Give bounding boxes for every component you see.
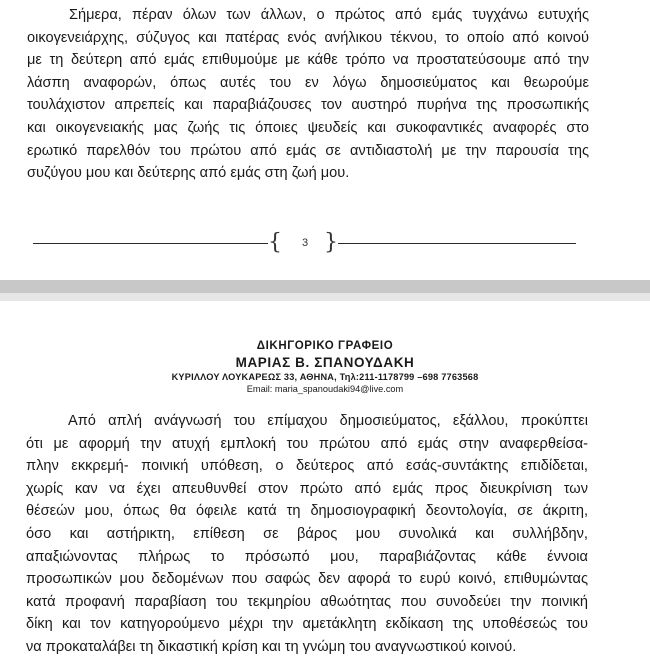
paragraph-line: με τη δεύτερη από εμάς επιθυμούμε με κάθε τρόπο να προστατεύσουμε από την: [27, 52, 589, 69]
paragraph-line: θέσεών μου, όπως θα όφειλε κατά τη δημοσιογραφική δεοντολογία, σε άκριτη,: [26, 503, 588, 520]
paragraph-line: χωρίς καν να έχει απευθυνθεί στον πρώτο από εμάς προς διευκρίνιση των: [26, 480, 588, 497]
paragraph-line: Από απλή ανάγνωσή του επίμαχου δημοσιεύματος, εξάλλου, προκύπτει: [68, 413, 588, 429]
paragraph-line: Σήμερα, πέραν όλων των άλλων, ο πρώτος από εμάς τυγχάνω ευτυχής: [69, 7, 589, 23]
letterhead-office: ΔΙΚΗΓΟΡΙΚΟ ΓΡΑΦΕΙΟ: [256, 340, 394, 352]
letterhead-email: Email: maria_spanoudaki94@live.com: [246, 384, 404, 394]
page2-paragraph: [26, 410, 588, 659]
paragraph-line: δίκη και τον κατηγορούμενο μέχρι την αμετάκλητη εκδίκαση της υποθέσεώς του: [26, 616, 588, 633]
paragraph-line: ερωτικό παρελθόν του πρώτου από εμάς σε αντιδιαστολή με την παρουσία της: [27, 142, 589, 159]
right-brace-icon: }: [324, 230, 338, 255]
paragraph-line: συζύγου μου και δεύτερης από εμάς στη ζωή μου.: [27, 165, 350, 182]
document-page-1: [0, 0, 650, 270]
paragraph-line: να προκαταλάβει τη δικαστική κρίση και τη γνώμη του αναγνωστικού κοινού.: [26, 638, 517, 655]
paragraph-line: προσωπικών μου δεδομένων που σαφώς δεν αφορά το ευρύ κοινό, επιθυμώντας: [26, 571, 588, 588]
paragraph-line: λάσπη αναφορών, όπως αυτές του εν λόγω δημοσιεύματος και θεωρούμε: [27, 74, 589, 91]
letterhead-name: ΜΑΡΙΑΣ Β. ΣΠΑΝΟΥΔΑΚΗ: [235, 355, 415, 370]
page-number: 3: [301, 237, 309, 249]
paragraph-line: και οικογενειακής μας ζωής τις όποιες ψευδείς και συκοφαντικές αναφορές στο: [27, 119, 589, 136]
paragraph-line: ότι με αφορμή την ατυχή εμπλοκή του πρώτου από εμάς στην αναφερθείσα-: [26, 435, 588, 452]
paragraph-line: τουλάχιστον απρεπείς και παραβιάζουσες τον αυστηρό πυρήνα της προσωπικής: [27, 97, 589, 114]
paragraph-line: όσο και αστήρικτη, επίθεση σε βάρος μου συνολικά και συλλήβδην,: [26, 525, 588, 542]
page1-paragraph: [27, 4, 589, 185]
paragraph-line: κατά προφανή παραβίαση του τεκμηρίου αθωότητας που συνοδεύει την ποινική: [26, 593, 588, 610]
footer-rule-left: [33, 243, 268, 244]
page-number-footer: [0, 230, 650, 256]
paragraph-line: απαξιώνοντας πλήρως το πρόσωπό μου, παραβιάζοντας κάθε έννοια: [26, 548, 588, 565]
left-brace-icon: {: [268, 230, 282, 255]
page-separator-shadow: [0, 293, 650, 301]
page-separator: [0, 280, 650, 293]
footer-rule-right: [338, 243, 576, 244]
letterhead-address: ΚΥΡΙΛΛΟΥ ΛΟΥΚΑΡΕΩΣ 33, ΑΘΗΝΑ, Τηλ:211-1178799 –698 7763568: [171, 372, 479, 382]
paragraph-line: πλην εκκρεμή- ποινική υπόθεση, ο δεύτερος από εσάς-συντάκτης επιδίδεται,: [26, 458, 588, 475]
paragraph-line: οικογενειάρχης, σύζυγος και πατέρας ενός ανήλικου τέκνου, το οποίο από κοινού: [27, 29, 589, 46]
